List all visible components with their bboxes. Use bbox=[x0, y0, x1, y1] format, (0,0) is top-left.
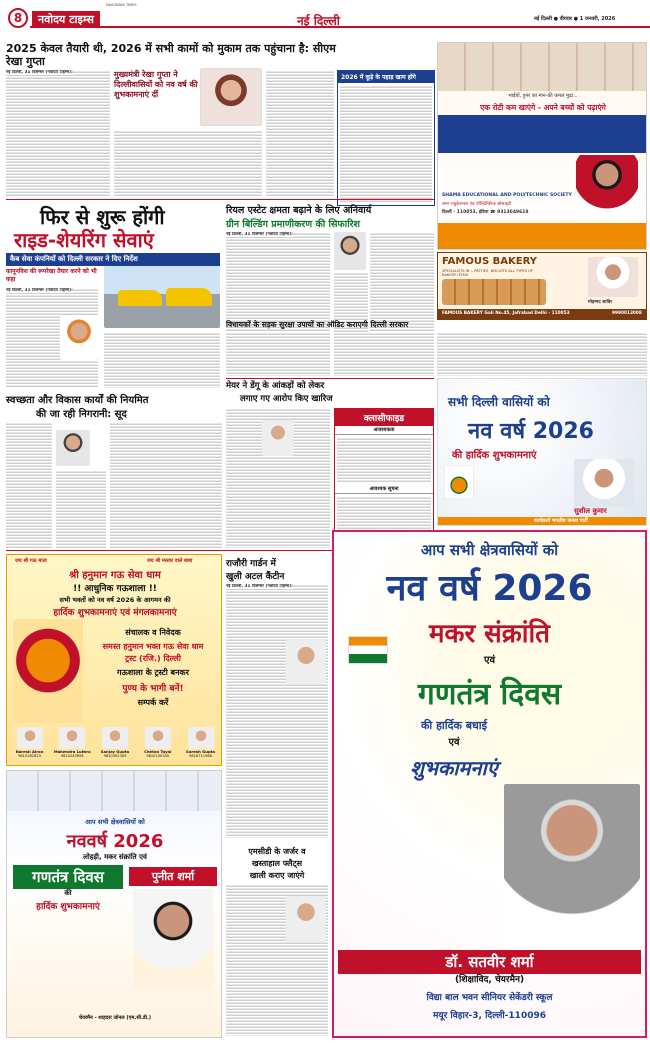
gaushala-line6: गऊशाला के ट्रस्टी बनकर bbox=[117, 668, 189, 677]
lead-quote-box bbox=[114, 70, 200, 128]
mcd-photo bbox=[286, 896, 326, 942]
gaushala-contact-name: Sanjay Gupta bbox=[100, 749, 130, 754]
mla-col-2 bbox=[334, 332, 434, 376]
puneet-line5: हार्दिक शुभकामनाएं bbox=[36, 902, 100, 912]
puneet-desig: चेयरमैन - शाहदरा जोनल (एम.सी.डी.) bbox=[78, 1015, 152, 1021]
rajouri-byline: नई दिल्ली, 31 दिसम्बर (नवोदय टाइम्स): bbox=[226, 584, 293, 589]
ride-person-photo bbox=[60, 316, 98, 360]
bakery-owner-photo bbox=[588, 257, 638, 297]
bakery-tag: SPECIALISTS IN :- PATTIES, BISCUITS ALL TYPES OF BAKERY ITEMS bbox=[442, 269, 533, 277]
ad-ny1-line1: सभी दिल्ली वासियों को bbox=[448, 395, 550, 409]
gaushala-line5: ट्रस्ट (रजि.) दिल्ली bbox=[125, 654, 181, 663]
satveer-photo bbox=[504, 784, 640, 950]
rajouri-col-1 bbox=[226, 584, 328, 838]
ride-col-2 bbox=[104, 332, 220, 388]
mcd-headline-2: खस्ताहाल फ्लैट्स bbox=[251, 859, 303, 868]
rajouri-photo bbox=[286, 640, 326, 684]
gaushala-contact-name: Mahendra Luthra bbox=[53, 749, 91, 754]
realestate-headline-1: रियल एस्टेट क्षमता बढ़ाने के लिए अनिवार्य bbox=[226, 205, 372, 216]
ad-shama-slogan2: एक रोटी कम खाएंगे - अपने बच्चों को पढ़ाएंगे bbox=[480, 103, 606, 112]
lead-byline: नई दिल्ली, 31 दिसम्बर (नवोदय टाइम्स): bbox=[6, 70, 73, 75]
big-ad-name: डॉ. सतवीर शर्मा bbox=[338, 950, 641, 974]
puneet-line1: नववर्ष 2026 bbox=[66, 831, 164, 852]
bakery-name: FAMOUS BAKERY bbox=[442, 256, 538, 267]
gaushala-contact bbox=[95, 727, 136, 765]
puneet-name: पुनीत शर्मा bbox=[129, 867, 217, 886]
ride-byline: नई दिल्ली, 31 दिसम्बर (नवोदय टाइम्स): bbox=[6, 288, 73, 293]
lead-col-3 bbox=[266, 70, 334, 196]
gaushala-contact bbox=[52, 727, 93, 765]
classified-title: क्लासीफाइड bbox=[335, 409, 433, 426]
ad-shama-education bbox=[437, 42, 647, 250]
ad-newyear-sushil bbox=[437, 378, 647, 526]
mla-col-1 bbox=[226, 332, 330, 376]
ad-satveer-sharma bbox=[332, 530, 647, 1038]
gaushala-contact bbox=[137, 727, 178, 765]
ad-shama-name: SHAMA EDUCATIONAL AND POLYTECHNIC SOCIETY bbox=[442, 193, 572, 198]
big-ad-line7: एवं bbox=[448, 737, 460, 748]
mcd-headline-3: खाली कराए जाएंगे bbox=[249, 871, 305, 880]
lead-col-2 bbox=[114, 130, 262, 196]
classified-box bbox=[334, 408, 434, 548]
ride-deck: कैब सेवा कंपनियों को दिल्ली सरकार ने दिए निर्देश bbox=[6, 253, 220, 266]
section-label: नई दिल्ली bbox=[297, 14, 340, 28]
clean-headline-2: की जा रही निगरानी: सूद bbox=[36, 409, 127, 420]
dateline: नई दिल्ली ● वीरवार ● 1 जनवरी, 2026 bbox=[534, 16, 616, 22]
big-ad-line5: गणतंत्र दिवस bbox=[417, 677, 562, 712]
ad-ny1-line2: नव वर्ष 2026 bbox=[468, 419, 594, 444]
big-ad-addr: मयूर विहार-3, दिल्ली-110096 bbox=[432, 1011, 546, 1021]
puneet-photo bbox=[133, 889, 213, 989]
gaushala-contact-phone: 9810243694 bbox=[60, 754, 84, 758]
bakery-owner: मोहम्मद साबिर bbox=[588, 300, 613, 305]
ad-famous-bakery bbox=[437, 252, 647, 320]
ad-puneet-sharma bbox=[6, 770, 222, 1038]
clean-headline-1: स्वच्छता और विकास कार्यों की नियमित bbox=[6, 395, 149, 406]
big-ad-line8: शुभकामनाएं bbox=[410, 756, 498, 780]
big-ad-school: विद्या बाल भवन सीनियर सेकेंडरी स्कूल bbox=[426, 993, 553, 1003]
paper-name: नवोदय टाइम्स bbox=[32, 11, 100, 28]
gaushala-contact bbox=[9, 727, 50, 765]
gaushala-line7: पुण्य के भागी बनें! bbox=[122, 684, 184, 694]
gaushala-contacts bbox=[9, 727, 221, 765]
puneet-greet: आप सभी क्षेत्रवासियों को bbox=[85, 818, 145, 826]
ad-shama-person bbox=[576, 155, 638, 221]
big-ad-line3: मकर संक्रांति bbox=[428, 619, 551, 649]
gaushala-contact-phone: 9810282823 bbox=[18, 754, 41, 758]
realestate-photo bbox=[334, 232, 366, 270]
ad-ny1-party: कार्यकर्ता भारतीय जनता पार्टी bbox=[534, 518, 588, 524]
gaushala-contact-phone: 9810302309 bbox=[103, 754, 127, 758]
sidebar-top-body bbox=[340, 85, 432, 203]
mcd-headline-1: एमसीडी के जर्जर व bbox=[248, 847, 306, 856]
gaushala-contact-name: Chetan Tayal bbox=[144, 749, 172, 754]
gaushala-contact bbox=[180, 727, 221, 765]
gaushala-contact-phone: 9810100330 bbox=[146, 754, 170, 758]
gaushala-contact-name: Naresh Airan bbox=[15, 749, 44, 754]
gaushala-sub: !! आधुनिक गऊशाला !! bbox=[73, 584, 157, 594]
gaushala-contact-phone: 9818711966 bbox=[189, 754, 212, 758]
sidebar-top bbox=[337, 70, 435, 206]
gaushala-line4: समस्त हनुमान भक्त गऊ सेवा धाम bbox=[102, 642, 204, 651]
gaushala-tagline-right: जय श्री मस्तार वाले बाबा bbox=[147, 558, 193, 564]
bakery-footer: FAMOUS BAKERY Gali No.45, Jafrabad Delhi - 110053 bbox=[442, 311, 570, 316]
gaushala-line2: हार्दिक शुभकामनाएं एवं मंगलकामनाएं bbox=[53, 608, 177, 618]
rajouri-headline-2: खुली अटल कैंटीन bbox=[226, 572, 285, 582]
classified-sub: आवश्यकता bbox=[335, 426, 433, 435]
gaushala-tagline-left: जय श्री गऊ माता bbox=[15, 558, 47, 564]
ad-shama-slogan1: भाईयों, हुनर का मान-की कमल मुद्रा... bbox=[508, 93, 578, 99]
realestate-byline: नई दिल्ली, 31 दिसम्बर (नवोदय टाइम्स): bbox=[226, 232, 293, 237]
mayor-headline-2: लगाए गए आरोप किए खारिज bbox=[240, 394, 333, 404]
gaushala-line1: सभी भक्तों को नव वर्ष 2026 के आगमन की bbox=[59, 596, 171, 604]
mayor-photo bbox=[262, 420, 294, 456]
hanuman-image bbox=[13, 619, 83, 723]
ride-headline-1: फिर से शुरू होंगी bbox=[40, 205, 165, 229]
paper-small-tag: NAVODAYA TIMES bbox=[106, 3, 137, 7]
clean-col-1 bbox=[6, 422, 52, 548]
masthead bbox=[0, 0, 650, 34]
ad-ny1-line3: की हार्दिक शुभकामनाएं bbox=[452, 450, 537, 461]
lead-headline: 2025 केवल तैयारी थी, 2026 में सभी कामों को मुकाम तक पहुंचाना है: सीएम रेखा गुप्ता bbox=[6, 42, 336, 68]
rajouri-headline-1: राजौरी गार्डन में bbox=[226, 559, 276, 569]
big-ad-line1: आप सभी क्षेत्रवासियों को bbox=[420, 541, 559, 559]
mla-headline: विधायकों के सड़क सुरक्षा उपायों का ऑडिट कराएगी दिल्ली सरकार bbox=[226, 320, 409, 329]
ad-ny1-lotus-icon bbox=[444, 465, 474, 499]
big-ad-desig: (शिक्षाविद, चेयरमैन) bbox=[454, 975, 525, 985]
bakery-phone: 9990013008 bbox=[612, 311, 642, 316]
clean-col-2 bbox=[56, 470, 106, 548]
gaushala-line8: सम्पर्क करें bbox=[137, 698, 169, 707]
ad-shama-sub: शमा एजुकेशनल एंड पॉलिटेक्निक सोसाइटी bbox=[442, 202, 512, 207]
puneet-line2: लोहड़ी, मकर संक्रांति एवं bbox=[83, 853, 147, 861]
ride-headline-2: राइड-शेयरिंग सेवाएं bbox=[14, 228, 154, 252]
cm-photo bbox=[200, 68, 262, 126]
clean-photo bbox=[56, 430, 90, 466]
ad-shama-addr: दिल्ली - 110053, इंडिया ☎ 9313049618 bbox=[442, 210, 529, 215]
puneet-line4: की bbox=[64, 889, 72, 897]
ride-sub: कानूनविश की रूपरेखा तैयार करने को भी कहा bbox=[6, 268, 97, 283]
ad-shama-banner-text bbox=[442, 119, 644, 149]
page-number: 8 bbox=[8, 8, 28, 28]
gaushala-contact-name: Suresh Gupta bbox=[185, 749, 216, 754]
big-ad-line6: की हार्दिक बधाई bbox=[420, 719, 488, 732]
gaushala-line3: संचालक व निवेदक bbox=[125, 628, 181, 637]
puneet-line3: गणतंत्र दिवस bbox=[13, 865, 123, 889]
big-ad-line4: एवं bbox=[483, 655, 496, 666]
mla-col-3 bbox=[437, 332, 647, 376]
classified-sub2: आवश्यक सूचना bbox=[335, 485, 433, 494]
big-ad-line2: नव वर्ष 2026 bbox=[386, 568, 593, 609]
lead-quote: मुख्यमंत्री रेखा गुप्ता ने दिल्लीवासियों को नव वर्ष की शुभकामनाएं दीं bbox=[114, 70, 198, 99]
mayor-headline-1: मेयर ने डेंगू के आंकड़ों को लेकर bbox=[226, 381, 325, 391]
ad-ny1-sign: सुशील कुमार bbox=[574, 507, 607, 515]
lead-col-1 bbox=[6, 70, 110, 196]
ad-ny1-person bbox=[574, 459, 634, 507]
realestate-headline-2: ग्रीन बिल्डिंग प्रमाणीकरण की सिफारिश bbox=[226, 219, 361, 230]
sidebar-top-head: 2026 में कूड़े के पहाड़ खत्म होंगे bbox=[338, 71, 434, 83]
clean-col-3 bbox=[110, 422, 222, 548]
gaushala-title: श्री हनुमान गऊ सेवा धाम bbox=[69, 570, 161, 581]
taxi-image bbox=[104, 266, 220, 328]
ad-gaushala bbox=[6, 554, 222, 766]
